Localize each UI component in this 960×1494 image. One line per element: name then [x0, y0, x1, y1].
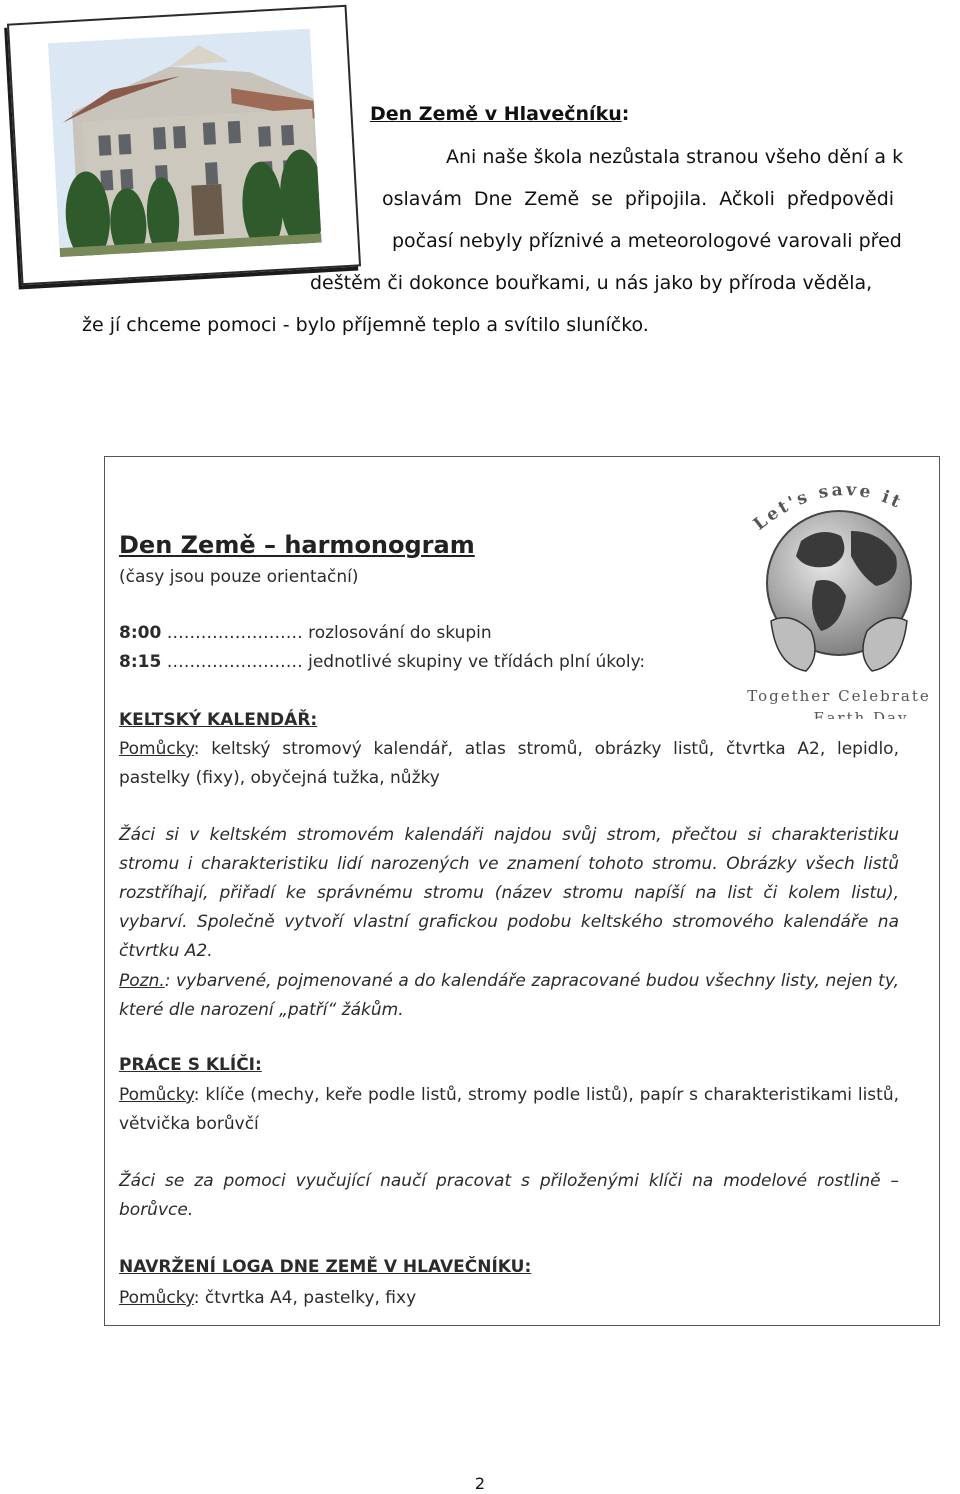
aids-label: Pomůcky: [119, 739, 194, 759]
time-label: 8:15: [119, 652, 162, 672]
time-dots: ……………………: [166, 652, 303, 672]
aids-text: : keltský stromový kalendář, atlas stromů, obrázky listů, čtvrtka A2, lepidlo, pastelky (fixy), obyčejná tužka, nůžky: [119, 739, 899, 788]
schedule-image: [104, 456, 940, 1326]
aids-label: Pomůcky: [119, 1085, 194, 1105]
time-activity: jednotlivé skupiny ve třídách plní úkoly:: [308, 652, 646, 672]
time-row-2: [119, 652, 645, 672]
aids-text: : čtvrtka A4, pastelky, fixy: [193, 1288, 417, 1308]
section-heading-keys: PRÁCE S KLÍČI:: [119, 1055, 262, 1075]
school-building-illustration: [48, 29, 322, 257]
section-heading-logo-design: NAVRŽENÍ LOGA DNE ZEMĚ V HLAVEČNÍKU:: [119, 1257, 532, 1277]
section-note: [119, 967, 899, 1025]
school-photo-frame: [7, 5, 361, 286]
section-description: Žáci se za pomoci vyučující naučí pracovat s přiloženými klíči na modelové rostlině – borůvce.: [119, 1171, 899, 1220]
time-dots: ……………………: [166, 623, 303, 643]
page-number: 2: [474, 1474, 486, 1493]
note-label: Pozn.: [119, 971, 165, 991]
section-description: Žáci si v keltském stromovém kalendáři najdou svůj strom, přečtou si charakteristiku stromu i charakteristiku lidí narozených ve znamení tohoto stromu. Obrázky všech listů rozstříhají, přiřadí ke správnému stromu (název stromu napíší na list či kolem listu), vybarví. Společně vytvoří vlastní grafickou podobu keltského stromového kalendáře na čtvrtku A2.: [119, 825, 899, 961]
schedule-title: Den Země – harmonogram: [119, 531, 475, 559]
note-text: : vybarvené, pojmenované a do kalendáře zapracované budou všechny listy, nejen ty, které dle narození „patří“ žákům.: [119, 971, 899, 1020]
school-building-photo: [48, 29, 322, 257]
article-line-2: oslavám Dne Země se připojila. Ačkoli předpovědi: [382, 188, 895, 210]
article-line-4: deštěm či dokonce bouřkami, u nás jako by příroda věděla,: [310, 272, 873, 294]
section-aids: [119, 1284, 899, 1313]
article-title-text: Den Země v Hlavečníku: [370, 103, 622, 125]
aids-label: Pomůcky: [119, 1288, 194, 1308]
article-title: Den Země v Hlavečníku:: [370, 103, 630, 125]
aids-text: : klíče (mechy, keře podle listů, stromy podle listů), papír s charakteristikami listů, větvička borůvčí: [119, 1085, 899, 1134]
article-line-5: že jí chceme pomoci - bylo příjemně teplo a svítilo sluníčko.: [82, 314, 649, 336]
article-line-1: Ani naše škola nezůstala stranou všeho dění a k: [446, 146, 904, 168]
earth-day-logo: [741, 471, 937, 719]
schedule-subtitle: (časy jsou pouze orientační): [119, 567, 359, 587]
article-line-3: počasí nebyly příznivé a meteorologové varovali před: [392, 230, 902, 252]
svg-text:Let's save it: Let's save it: [749, 479, 906, 535]
time-label: 8:00: [119, 623, 162, 643]
svg-text:Earth Day: Earth Day: [813, 709, 909, 719]
earth-hands-icon: [741, 471, 937, 719]
section-heading-celtic-calendar: KELTSKÝ KALENDÁŘ:: [119, 710, 318, 730]
time-activity: rozlosování do skupin: [308, 623, 492, 643]
svg-text:Together Celebrate: Together Celebrate: [747, 687, 931, 705]
time-row-1: [119, 623, 492, 643]
section-aids: [119, 1081, 899, 1139]
section-aids: [119, 735, 899, 793]
